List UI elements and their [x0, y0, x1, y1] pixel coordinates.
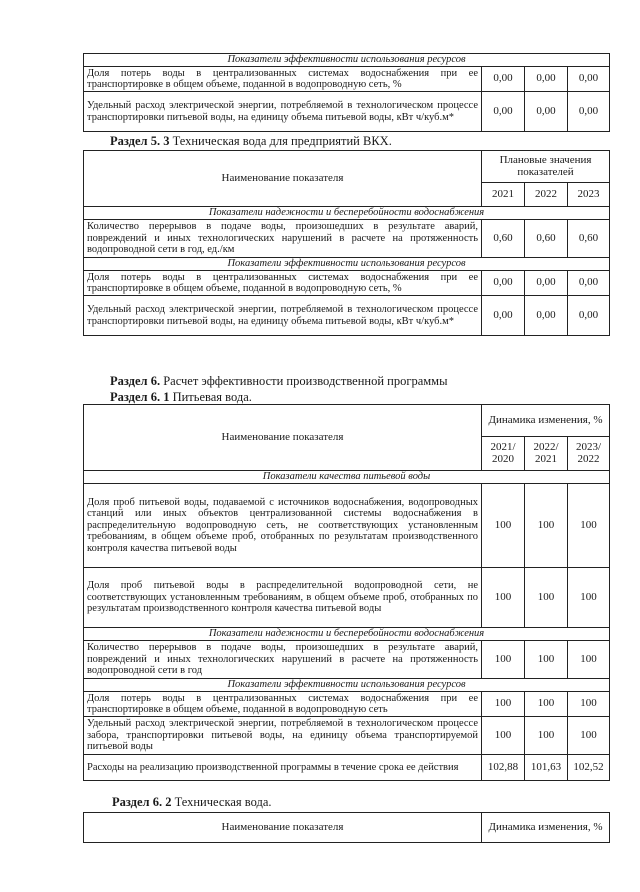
value-cell: 0,60 — [482, 220, 525, 258]
value-cell: 100 — [568, 692, 610, 717]
value-cell: 0,00 — [568, 92, 610, 132]
table-row — [84, 92, 610, 132]
value-cell: 100 — [568, 641, 610, 679]
table-technical-water-plan — [83, 150, 610, 336]
value-cell: 0,00 — [482, 92, 525, 132]
indicator-name: Расходы на реализацию производственной программы в течение срока ее действия — [84, 755, 482, 781]
value-cell: 0,00 — [568, 296, 610, 336]
section-number: Раздел 6. — [110, 374, 161, 388]
table-drinking-water-plan-continued — [83, 53, 610, 132]
period-header: 2023/ 2022 — [568, 437, 610, 471]
value-cell: 0,00 — [525, 67, 568, 92]
value-cell: 0,00 — [482, 67, 525, 92]
indicator-name: Доля потерь воды в централизованных системах водоснабжения при ее транспортировке в общем объеме, поданной в водопроводную сеть, % — [84, 271, 482, 296]
period-header: 2022/ 2021 — [525, 437, 568, 471]
value-cell: 0,00 — [568, 271, 610, 296]
value-cell: 0,00 — [482, 271, 525, 296]
section-title: Техническая вода для предприятий ВКХ. — [172, 134, 392, 148]
section-heading-6 — [110, 374, 447, 389]
value-cell: 102,88 — [482, 755, 525, 781]
value-cell: 0,00 — [482, 296, 525, 336]
indicator-name: Удельный расход электрической энергии, потребляемой в технологическом процессе транспортировки питьевой воды, на единицу объема питьевой воды, кВт ч/куб.м* — [84, 296, 482, 336]
section-heading-6-2 — [112, 795, 272, 810]
year-header: 2022 — [525, 183, 568, 207]
year-header: 2021 — [482, 183, 525, 207]
section-title: Питьевая вода. — [172, 390, 252, 404]
value-cell: 0,00 — [525, 296, 568, 336]
value-cell: 100 — [482, 484, 525, 568]
value-cell: 100 — [482, 692, 525, 717]
table-row — [84, 692, 610, 717]
value-cell: 0,00 — [568, 67, 610, 92]
indicator-name: Доля проб питьевой воды в распределительной водопроводной сети, не соответствующих установленным требованиям, в общем объеме проб, отобранных по результатам производственного контроля качества питьевой воды — [84, 568, 482, 628]
table-drinking-water-efficiency — [83, 404, 610, 781]
section-header: Показатели надежности и бесперебойности водоснабжения — [84, 628, 610, 641]
column-header-name: Наименование показателя — [84, 151, 482, 207]
value-cell: 100 — [482, 717, 525, 755]
value-cell: 0,60 — [525, 220, 568, 258]
column-header-dynamics: Динамика изменения, % — [482, 813, 610, 843]
indicator-name: Удельный расход электрической энергии, потребляемой в технологическом процессе забора, транспортировки питьевой воды, на единицу объема транспортируемой питьевой воды — [84, 717, 482, 755]
table-row — [84, 271, 610, 296]
value-cell: 102,52 — [568, 755, 610, 781]
section-row — [84, 54, 610, 67]
column-header-dynamics: Динамика изменения, % — [482, 405, 610, 437]
table-row — [84, 641, 610, 679]
value-cell: 0,60 — [568, 220, 610, 258]
value-cell: 100 — [482, 568, 525, 628]
column-header-name: Наименование показателя — [84, 405, 482, 471]
table-row — [84, 717, 610, 755]
section-number: Раздел 6. 2 — [112, 795, 172, 809]
section-header: Показатели качества питьевой воды — [84, 471, 610, 484]
value-cell: 100 — [482, 641, 525, 679]
section-heading-5-3 — [110, 134, 392, 149]
section-number: Раздел 6. 1 — [110, 390, 170, 404]
value-cell: 100 — [525, 717, 568, 755]
section-header: Показатели эффективности использования ресурсов — [84, 258, 610, 271]
value-cell: 100 — [525, 484, 568, 568]
table-row — [84, 484, 610, 568]
section-heading-6-1 — [110, 390, 252, 405]
column-header-plan: Плановые значения показателей — [482, 151, 610, 183]
value-cell: 100 — [568, 717, 610, 755]
value-cell: 101,63 — [525, 755, 568, 781]
indicator-name: Доля потерь воды в централизованных системах водоснабжения при ее транспортировке в общем объеме, поданной в водопроводную сеть, % — [84, 67, 482, 92]
section-number: Раздел 5. 3 — [110, 134, 170, 148]
value-cell: 0,00 — [525, 271, 568, 296]
year-header: 2023 — [568, 183, 610, 207]
value-cell: 100 — [525, 641, 568, 679]
table-row — [84, 67, 610, 92]
indicator-name: Доля потерь воды в централизованных системах водоснабжения при ее транспортировке в общем объеме, поданной в водопроводную сеть — [84, 692, 482, 717]
column-header-name: Наименование показателя — [84, 813, 482, 843]
section-title: Техническая вода. — [174, 795, 272, 809]
value-cell: 0,00 — [525, 92, 568, 132]
table-row — [84, 755, 610, 781]
indicator-name: Количество перерывов в подаче воды, произошедших в результате аварий, повреждений и иных технологических нарушений в расчете на протяженность водопроводной сети в год, ед./км — [84, 220, 482, 258]
section-header: Показатели эффективности использования ресурсов — [84, 679, 610, 692]
indicator-name: Количество перерывов в подаче воды, произошедших в результате аварий, повреждений и иных технологических нарушений в расчете на протяженность водопроводной сети в год — [84, 641, 482, 679]
table-technical-water-efficiency — [83, 812, 610, 843]
value-cell: 100 — [525, 692, 568, 717]
section-header: Показатели эффективности использования ресурсов — [84, 54, 610, 67]
period-header: 2021/ 2020 — [482, 437, 525, 471]
table-row — [84, 220, 610, 258]
value-cell: 100 — [568, 484, 610, 568]
section-header: Показатели надежности и бесперебойности водоснабжения — [84, 207, 610, 220]
indicator-name: Доля проб питьевой воды, подаваемой с источников водоснабжения, водопроводных станций или иных объектов централизованной системы водоснабжения в распределительную водопроводную сеть, не соответствующих установленным требованиям, в общем объеме проб, отобранных по результатам производственного контроля качества питьевой воды — [84, 484, 482, 568]
value-cell: 100 — [525, 568, 568, 628]
value-cell: 100 — [568, 568, 610, 628]
indicator-name: Удельный расход электрической энергии, потребляемой в технологическом процессе транспортировки питьевой воды, на единицу объема питьевой воды, кВт ч/куб.м* — [84, 92, 482, 132]
table-row — [84, 568, 610, 628]
section-title: Расчет эффективности производственной программы — [163, 374, 448, 388]
table-row — [84, 296, 610, 336]
